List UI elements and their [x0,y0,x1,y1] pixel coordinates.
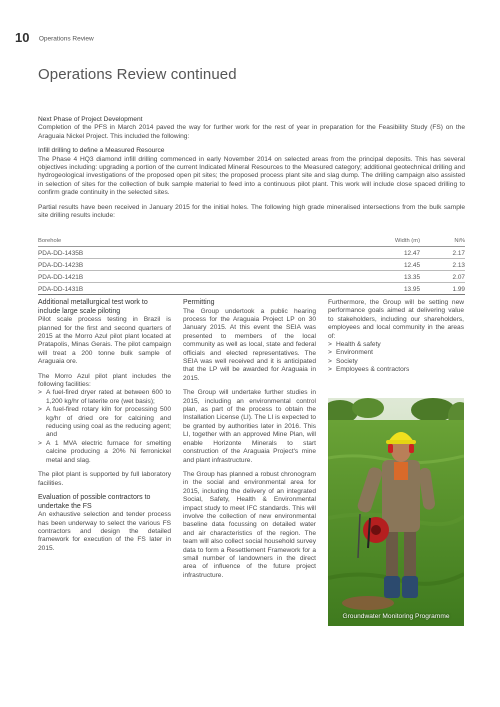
list-item: > A fuel-fired rotary kiln for processing 500 kg/hr of dried ore for calcining and reducing using coal as the reducing agent; and [38,406,171,440]
facilities-list [38,389,171,465]
permitting-heading: Permitting [183,299,215,306]
metallurgical-text: Pilot scale process testing in Brazil is planned for the first and second quarters of 2015 at the Morro Azul pilot plant located at Pratapolis, Minas Gerais. The pilot campaign will treat a 200 tonne bulk sample of Araguaia ore. [38,316,171,366]
photo-caption: Groundwater Monitoring Programme [342,613,450,620]
list-item: > Health & safety [328,341,464,349]
list-item: > A 1 MVA electric furnace for smelting calcine producing a 20% Ni ferronickel metal and slag. [38,440,171,465]
goals-text: Furthermore, the Group will be setting new performance goals aimed at delivering value to stakeholders, including our shareholders, employees and local community in the areas of: [328,299,464,340]
permitting-text-1: The Group undertook a public hearing process for the Araguaia Project LP on 30 January 2015. At this event the SEIA was presented to members of the local community as well as local, state and federal officials and elected representatives. The SEIA was well received and it is anticipated that the LP will be awarded for Araguaia in 2015. [183,307,316,382]
col-header-width: Width (m) [283,238,420,247]
table-row [38,247,465,259]
col-header-ni: Ni% [420,238,465,247]
cell-borehole: PDA-DD-1431B [38,283,283,295]
drilling-results-table [38,238,465,295]
permitting-text-3: The Group has planned a robust chronogram in the social and environmental area for 2015, including the delivery of an integrated Social, Safety, Health & Environmental impact study to meet IFC standards. This will involve the collection of new environmental baseline data focussing on detailed water and air characteristics of the region. The team will also collect social household survey data to form a Resettlement Framework for a small number of landowners in the direct area of influence of the future project infrastructure. [183,470,316,579]
column-permitting [183,299,316,580]
list-item: > Society [328,358,464,366]
cell-width: 13.35 [283,271,420,283]
intro-section [38,116,465,220]
field-photo [328,398,464,626]
metallurgical-heading: Additional metallurgical test work to include large scale piloting [38,299,148,315]
next-phase-text: Completion of the PFS in March 2014 paved the way for further work for the rest of year in preparation for the Feasibility Study (FS) on the Araguaia Nickel Project. This included the following: [38,124,465,140]
col-header-borehole: Borehole [38,238,283,247]
infill-heading: Infill drilling to define a Measured Resource [38,147,165,155]
photo-field-worker-icon [328,398,464,626]
next-phase-heading: Next Phase of Project Development [38,116,143,123]
cell-width: 12.47 [283,247,420,259]
column-goals [328,299,464,375]
contractors-text: An exhaustive selection and tender process has been underway to select the various FS contractors and design the detailed framework for execution of the FS later in 2015. [38,511,171,552]
cell-borehole: PDA-DD-1435B [38,247,283,259]
cell-width: 12.45 [283,259,420,271]
permitting-text-2: The Group will undertake further studies in 2015, including an environmental control plan, as part of the process to obtain the Installation License (LI). The LI is expected to be granted by authorities later in 2016. This LI, together with an approved Mine Plan, will enable Horizonte Minerals to start construction of the Araguaia Project's mine and plant infrastructure. [183,389,316,464]
list-item: > Environment [328,349,464,357]
cell-ni: 2.13 [420,259,465,271]
cell-ni: 2.07 [420,271,465,283]
infill-text: The Phase 4 HQ3 diamond infill drilling commenced in early November 2014 on selected areas from the principal deposits. This has several objectives including: upgrading a portion of the current Indicated Mineral Resources to the Measured category; additional geotechnical drilling and hydrogeological investigations of the proposed open pit sites; the proposed process plant site and slag dump. The drilling campaign also assisted in selection of sites for the collection of bulk sample material to feed into a continuous pilot plant. This work will include close spaced drilling to confirm grade continuity in the selected sites. [38,155,465,197]
cell-width: 13.95 [283,283,420,295]
table-row [38,283,465,295]
cell-ni: 1.99 [420,283,465,295]
cell-borehole: PDA-DD-1423B [38,259,283,271]
contractors-heading: Evaluation of possible contractors to undertake the FS [38,493,151,510]
running-header [15,30,94,45]
page-number: 10 [15,30,30,45]
table-row [38,259,465,271]
table-row [38,271,465,283]
facilities-intro: The Morro Azul pilot plant includes the following facilities: [38,372,171,389]
column-metallurgical [38,299,171,553]
cell-borehole: PDA-DD-1421B [38,271,283,283]
lab-text: The pilot plant is supported by full laboratory facilities. [38,471,171,487]
page-title: Operations Review continued [38,66,237,83]
table-header-row [38,238,465,247]
cell-ni: 2.17 [420,247,465,259]
running-section-title: Operations Review [38,35,94,43]
goals-list [328,341,464,375]
results-intro-text: Partial results have been received in January 2015 for the initial holes. The following high grade mineralised intersections from the bulk sample site drilling results include: [38,203,465,220]
list-item: > Employees & contractors [328,366,464,374]
list-item: > A fuel-fired dryer rated at between 600 to 1,200 kg/hr of laterite ore (wet basis); [38,389,171,406]
